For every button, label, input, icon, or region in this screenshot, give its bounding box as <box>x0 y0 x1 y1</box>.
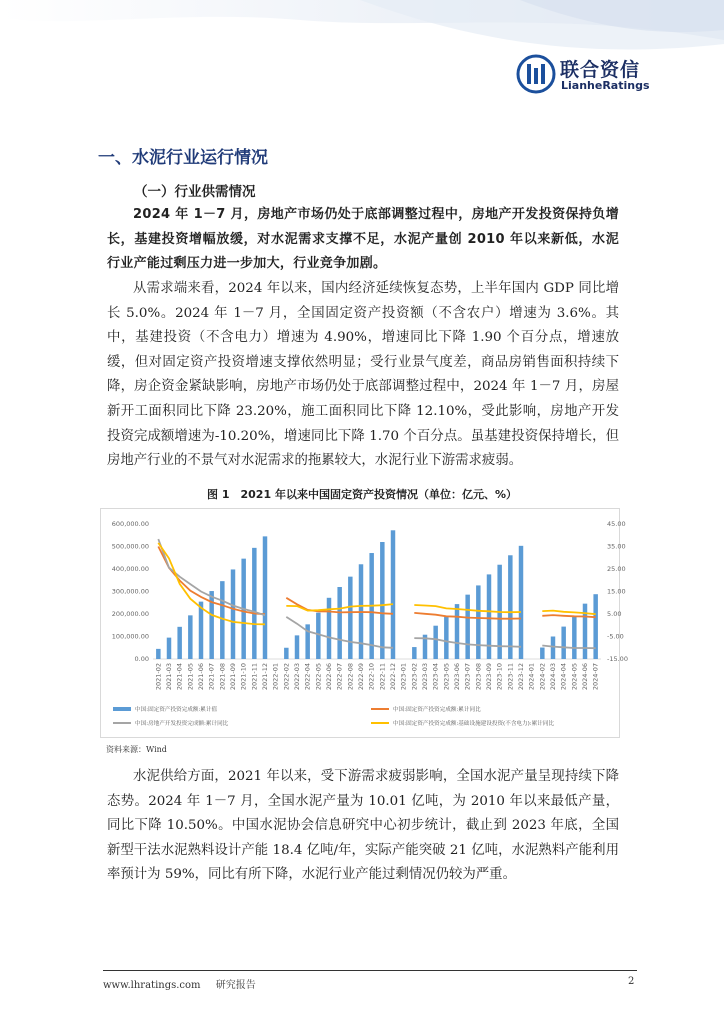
x-tick-label: 2023-10 <box>495 663 504 691</box>
bar-2021-06 <box>199 602 203 659</box>
bar-2022-08 <box>348 577 352 659</box>
x-tick-label: 2023-12 <box>517 663 525 691</box>
bar-2023-02 <box>412 647 416 659</box>
legend-label: 中国:房地产开发投资完成额:累计同比 <box>135 721 229 727</box>
footer-label: 研究报告 <box>215 980 256 991</box>
right-axis-tick-label: 45.00 <box>607 520 626 528</box>
left-axis-tick-label: 400,000.00 <box>111 565 149 573</box>
x-tick-label: 2023-01 <box>399 663 408 691</box>
bar-2021-11 <box>252 548 256 659</box>
bar-2021-02 <box>156 649 160 659</box>
footer-website-link[interactable]: www.lhratings.com <box>103 980 201 991</box>
left-axis-tick-label: 500,000.00 <box>111 542 149 551</box>
bar-2024-07 <box>593 594 597 659</box>
x-tick-label: 2023-02 <box>410 663 419 691</box>
logo-text-en: LianheRatings <box>561 79 650 92</box>
left-axis-tick-label: 300,000.00 <box>111 587 149 596</box>
left-axis-tick-label: 100,000.00 <box>111 632 149 641</box>
x-tick-label: 2023-05 <box>442 663 451 691</box>
figure-title: 图 1 2021 年以来中国固定资产投资情况（单位：亿元、%） <box>207 488 517 501</box>
x-tick-label: 2021-08 <box>218 663 227 691</box>
bar-2023-05 <box>444 616 448 659</box>
right-axis-tick-label: 5.00 <box>607 610 622 618</box>
bar-2021-09 <box>231 569 235 659</box>
investment-chart <box>100 508 628 738</box>
bar-2023-04 <box>433 626 437 659</box>
x-tick-label: 2022-01 <box>271 663 280 691</box>
x-tick-label: 2023-11 <box>506 663 515 691</box>
bar-2022-03 <box>295 635 299 659</box>
x-tick-label: 2024-05 <box>570 663 579 691</box>
right-axis-tick-label: -5.00 <box>607 632 624 641</box>
right-axis-tick-label: 25.00 <box>607 565 626 573</box>
x-tick-label: 2024-02 <box>538 663 547 691</box>
x-tick-label: 2022-02 <box>282 663 291 691</box>
x-tick-label: 2021-02 <box>154 663 163 691</box>
x-tick-label: 2022-12 <box>389 663 397 691</box>
left-axis-tick-label: 0.00 <box>134 655 149 663</box>
x-tick-label: 2021-09 <box>229 663 237 691</box>
footer-left <box>103 976 268 991</box>
x-tick-label: 2022-05 <box>314 663 323 691</box>
legend-label: 中国:固定资产投资完成额:基础设施建设投资(不含电力):累计同比 <box>393 721 555 727</box>
bar-2023-12 <box>519 546 523 659</box>
x-tick-label: 2022-08 <box>346 663 355 691</box>
right-axis-tick-label: 15.00 <box>607 587 626 596</box>
chart-canvas <box>101 509 628 739</box>
x-tick-label: 2023-06 <box>453 663 461 691</box>
bar-2023-06 <box>455 604 459 659</box>
logo-text-cn: 联合资信 <box>560 59 641 81</box>
bar-2024-05 <box>572 616 576 659</box>
x-tick-label: 2024-01 <box>527 663 536 691</box>
bar-2022-02 <box>284 648 288 659</box>
bar-2023-07 <box>465 595 469 659</box>
x-tick-label: 2023-08 <box>474 663 483 691</box>
bar-2022-07 <box>337 587 341 659</box>
x-tick-label: 2022-06 <box>325 663 333 691</box>
x-tick-label: 2022-04 <box>303 663 312 691</box>
legend-label: 中国:固定资产投资完成额:累计值 <box>135 707 218 713</box>
supply-paragraph: 水泥供给方面，2021 年以来，受下游需求疲弱影响，全国水泥产量呈现持续下降态势。2024 年 1－7 月，全国水泥产量为 10.01 亿吨，为 2010 年以来最低产量，同比下降 10.50%。中国水泥协会信息研究中心初步统计，截止到 2023 年底，全国新型干法水泥熟料设计产能 18.4 亿吨/年，实际产能突破 21 亿吨，水泥熟料产能利用率预计为 59%，同比有所下降，水泥行业产能过剩情况仍较为严重。 <box>107 769 619 883</box>
bar-2024-03 <box>551 637 555 660</box>
x-tick-label: 2023-03 <box>421 663 429 691</box>
right-axis-tick-label: -15.00 <box>607 655 628 663</box>
x-tick-label: 2023-04 <box>431 663 440 691</box>
legend-swatch <box>113 707 131 711</box>
x-tick-label: 2021-05 <box>186 663 195 691</box>
bar-2021-04 <box>177 627 181 659</box>
right-axis-tick-label: 35.00 <box>607 542 626 551</box>
x-tick-label: 2021-04 <box>175 663 184 691</box>
summary-paragraph: 2024 年 1－7 月，房地产市场仍处于底部调整过程中，房地产开发投资保持负增长，基建投资增幅放缓，对水泥需求支撑不足，水泥产量创 2010 年以来新低，水泥行业产能过剩压力进一步加大，行业竞争加剧。 <box>107 207 619 272</box>
x-tick-label: 2021-11 <box>250 663 259 691</box>
x-tick-label: 2023-09 <box>485 663 493 691</box>
legend-label: 中国:固定资产投资完成额:累计同比 <box>393 707 481 713</box>
company-logo <box>516 54 650 98</box>
bar-2022-06 <box>327 598 331 659</box>
x-tick-label: 2023-07 <box>463 663 472 691</box>
bar-2021-05 <box>188 615 192 659</box>
bar-2024-06 <box>583 604 587 659</box>
bar-2023-11 <box>508 555 512 659</box>
x-tick-label: 2022-03 <box>293 663 301 691</box>
x-tick-label: 2024-06 <box>581 663 589 691</box>
x-tick-label: 2021-06 <box>197 663 205 691</box>
bar-2024-02 <box>540 648 544 659</box>
x-tick-label: 2021-12 <box>261 663 269 691</box>
x-tick-label: 2022-09 <box>357 663 365 691</box>
x-tick-label: 2024-07 <box>591 663 600 691</box>
bar-2021-12 <box>263 536 267 659</box>
x-tick-label: 2022-07 <box>335 663 344 691</box>
left-axis-tick-label: 600,000.00 <box>111 520 149 528</box>
x-tick-label: 2024-04 <box>559 663 568 691</box>
bar-2024-04 <box>561 627 565 659</box>
x-tick-label: 2021-10 <box>239 663 248 691</box>
x-tick-label: 2022-10 <box>367 663 376 691</box>
bar-2022-05 <box>316 613 320 659</box>
demand-paragraph: 从需求端来看，2024 年以来，国内经济延续恢复态势，上半年国内 GDP 同比增长 5.0%。2024 年 1－7 月，全国固定资产投资额（不含农户）增速为 3.6%。其中，基建投资（不含电力）增速为 4.90%，增速同比下降 1.90 个百分点，增速放缓，但对固定资产投资增速支撑依然明显；受行业景气度差，商品房销售面积持续下降，房企资金紧缺影响，房地产市场仍处于底部调整过程中，2024 年 1－7 月，房屋新开工面积同比下降 23.20%，施工面积同比下降 12.10%，受此影响，房地产开发投资完成额增速为-10.20%，增速同比下降 1.70 个百分点。虽基建投资保持增长，但房地产行业的不景气对水泥需求的拖累较大，水泥行业下游需求疲弱。 <box>107 281 619 469</box>
x-tick-label: 2022-11 <box>378 663 387 691</box>
x-tick-label: 2021-07 <box>207 663 216 691</box>
section-heading: 一、水泥行业运行情况 <box>98 148 268 168</box>
footer-divider <box>103 970 637 971</box>
x-tick-label: 2024-03 <box>549 663 557 691</box>
bar-2022-11 <box>380 542 384 659</box>
bar-2022-12 <box>391 530 395 659</box>
left-axis-tick-label: 200,000.00 <box>111 610 149 618</box>
bar-2021-03 <box>167 638 171 659</box>
figure-source: 资料来源：Wind <box>106 745 167 754</box>
logo-mark-icon <box>516 54 556 94</box>
x-tick-label: 2021-03 <box>165 663 173 691</box>
subsection-heading: （一）行业供需情况 <box>134 184 256 200</box>
page-number: 2 <box>628 976 635 987</box>
bar-2023-08 <box>476 585 480 659</box>
